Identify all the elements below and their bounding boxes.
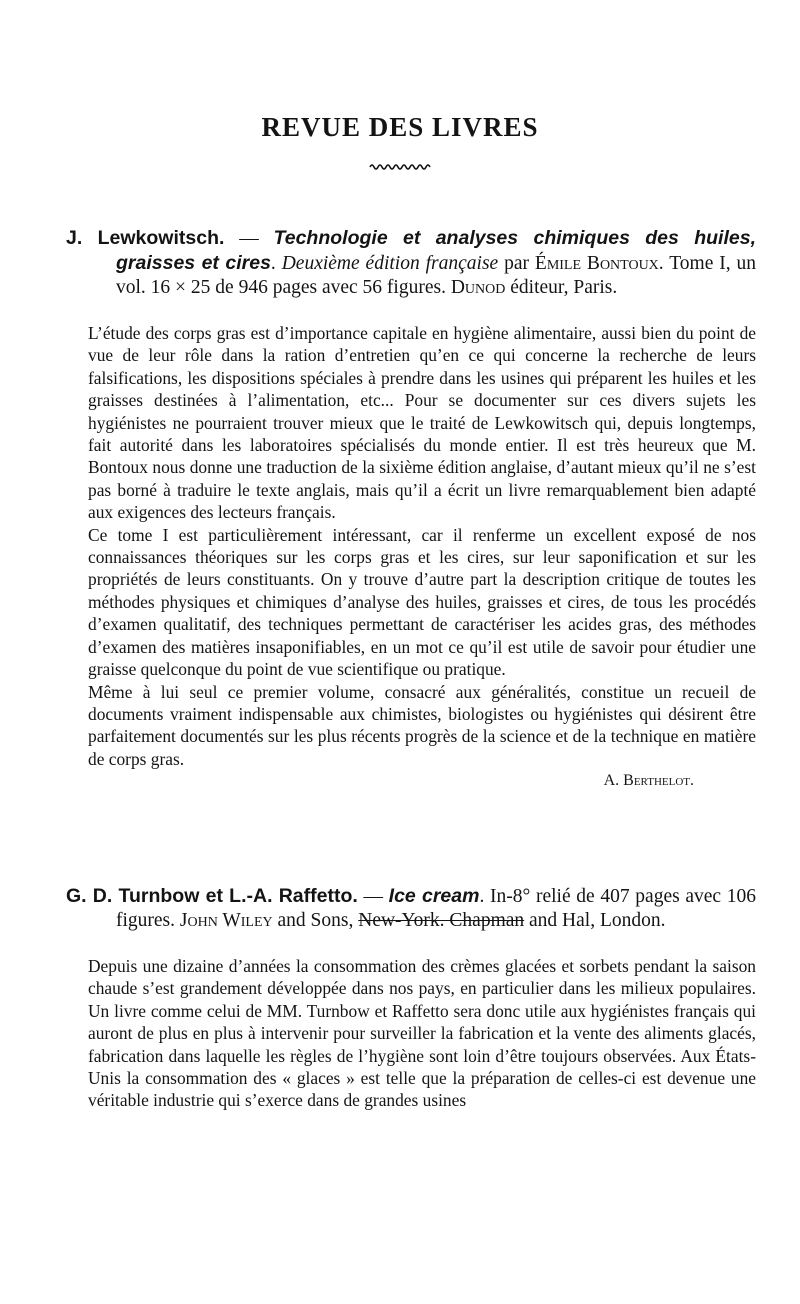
par-word: par — [498, 253, 535, 274]
book-title: Ice cream — [388, 885, 480, 907]
review-author: J. Lewkowitsch. — [66, 227, 225, 249]
review-paragraph: L’étude des corps gras est d’importance capitale en hygiène alimentaire, aussi bien du point de vue de leur rôle dans la ration d’entretien qu’en ce qui concerne la recherche de leurs falsifications, les dispositions spéciales à prendre dans les usines qui préparent les huiles et les graisses destinées à l’alimentation, etc... Pour se documenter sur ces divers sujets les hygiénistes ne pourraient trouver mieux que le traité de Lewkowitsch qui, depuis longtemps, fait autorité dans les laboratoires spécialisés du monde entier. Il est très heureux que M. Bontoux nous donne une traduction de la sixième édition anglaise, d’autant mieux qu’il ne s’est pas borné à traduire le texte anglais, mais qu’il a écrit un livre remarquablement bien adapté aux exigences des lecteurs français. — [88, 323, 756, 523]
publisher-name: Dunod — [450, 277, 506, 298]
publisher-and-sons: and Sons, — [272, 910, 359, 931]
book-title: Technologie et analyses chimiques des huiles, graisses et cires — [116, 227, 756, 274]
review-body — [66, 322, 756, 792]
book-details: . Tome I, un vol. 16 × 25 de 946 pages avec 56 figures. — [116, 253, 757, 298]
book-review-lewkowitsch — [66, 226, 756, 792]
review-author: G. D. Turnbow et L.-A. Raffetto. — [66, 885, 358, 907]
review-paragraph: Même à lui seul ce premier volume, consacré aux généralités, constitue un recueil de documents vraiment indispensable aux chimistes, biologistes ou hygiénistes qui désirent être parfaitement documentés sur les plus récents progrès de la science et de la technique en matière de corps gras. — [88, 681, 756, 769]
edition-note: Deuxième édition française — [281, 253, 499, 274]
book-details: . In-8° relié de 407 pages avec 106 figures. — [116, 886, 757, 931]
page-title: REVUE DES LIVRES — [261, 112, 539, 142]
review-body — [66, 955, 756, 1112]
review-paragraph: Ce tome I est particulièrement intéressant, car il renferme un excellent exposé de nos connaissances théoriques sur les corps gras et les cires, sur leur saponification et sur les propriétés de leurs constituants. On y trouve d’autre part la description critique de toutes les méthodes physiques et chimiques d’analyse des huiles, graisses et cires, de tous les procédés d’examen qualitatif, des techniques permettant de caractériser les acides gras, des méthodes d’examen des matières insaponifiables, en un mot ce qu’il est utile de savoir pour étudier une graisse quelconque du point de vue scientifique ou pratique. — [88, 524, 756, 680]
heading-dash: — — [357, 886, 389, 907]
publisher-tail: and Hal, London. — [524, 910, 666, 931]
book-review-ice-cream — [66, 884, 756, 1112]
heading-dash: — — [224, 228, 274, 249]
heading-separator: . — [270, 253, 282, 274]
struck-through-text: New-York. Chapman — [358, 910, 525, 931]
review-heading — [66, 884, 756, 933]
title-ornament — [368, 162, 432, 172]
review-signature: A. Berthelot. — [603, 772, 694, 790]
review-paragraph: Depuis une dizaine d’années la consommation des crèmes glacées et sorbets pendant la saison chaude s’est grandement développée dans nos pays, en particulier dans les milieux populaires. Un livre comme celui de MM. Turnbow et Raffetto sera donc utile aux hygiénistes français qui auront de plus en plus à intervenir pour surveiller la fabrication et la vente des aliments glacés, fabrication dans laquelle les règles de l’hygiène sont loin d’être toujours observées. Aux États-Unis la consommation des « glaces » est telle que la préparation de celles-ci est devenue une véritable industrie qui s’exerce dans de grandes usines — [88, 956, 756, 1111]
translator-name: Émile Bontoux — [534, 253, 659, 274]
publisher-suffix: éditeur, Paris. — [505, 277, 618, 298]
review-heading — [66, 226, 756, 300]
publisher-name: John Wiley — [179, 910, 273, 931]
